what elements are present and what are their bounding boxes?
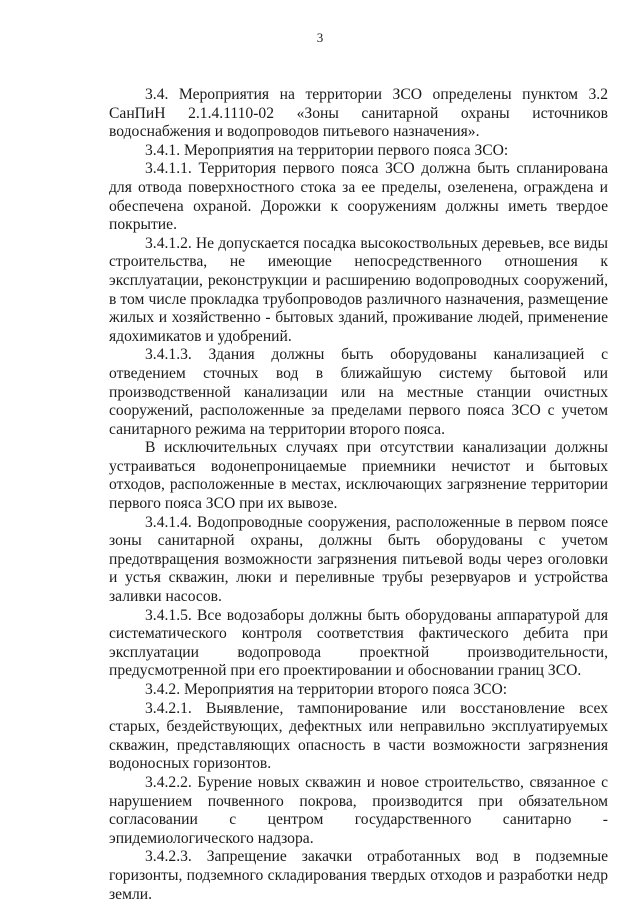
paragraph-3-4-1-1: 3.4.1.1. Территория первого пояса ЗСО должна быть спланирована для отвода поверхностного стока за ее пределы, озеленена, ограждена и обеспечена охраной. Дорожки к сооружениям должны иметь твердое покрытие. xyxy=(109,160,608,234)
paragraph-exceptional-cases: В исключительных случаях при отсутствии канализации должны устраиваться водонепроницаемые приемники нечистот и бытовых отходов, расположенные в местах, исключающих загрязнение территории первого пояса ЗСО при их вывозе. xyxy=(109,439,608,513)
paragraph-3-4-1-5: 3.4.1.5. Все водозаборы должны быть оборудованы аппаратурой для систематического контроля соответствия фактического дебита при эксплуатации водопровода проектной производительности, предусмотренной при его проектировании и обосновании границ ЗСО. xyxy=(109,606,608,680)
page-number: 3 xyxy=(316,30,324,45)
paragraph-3-4-1: 3.4.1. Мероприятия на территории первого пояса ЗСО: xyxy=(145,141,509,159)
paragraph-3-4-2: 3.4.2. Мероприятия на территории второго пояса ЗСО: xyxy=(145,681,508,698)
document-body xyxy=(109,86,608,904)
paragraph-3-4: 3.4. Мероприятия на территории ЗСО определены пунктом 3.2 СанПиН 2.1.4.1110-02 «Зоны санитарной охраны источников водоснабжения и водопроводов питьевого назначения». xyxy=(109,86,608,141)
paragraph-3-4-2-3: 3.4.2.3. Запрещение закачки отработанных вод в подземные горизонты, подземного складирования твердых отходов и разработки недр земли. xyxy=(109,848,608,903)
paragraph-3-4-1-2: 3.4.1.2. Не допускается посадка высокоствольных деревьев, все виды строительства, не имеющие непосредственного отношения к эксплуатации, реконструкции и расширению водопроводных сооружений, в том числе прокладка трубопроводов различного назначения, размещение жилых и хозяйственно - бытовых зданий, проживание людей, применение ядохимикатов и удобрений. xyxy=(109,234,608,345)
paragraph-3-4-1-3: 3.4.1.3. Здания должны быть оборудованы канализацией с отведением сточных вод в ближайшую систему бытовой или производственной канализации или на местные станции очистных сооружений, расположенные за пределами первого пояса ЗСО с учетом санитарного режима на территории второго пояса. xyxy=(109,346,608,438)
paragraph-3-4-1-4: 3.4.1.4. Водопроводные сооружения, расположенные в первом поясе зоны санитарной охраны, должны быть оборудованы с учетом предотвращения возможности загрязнения питьевой воды через оголовки и устья скважин, люки и переливные трубы резервуаров и устройства заливки насосов. xyxy=(109,513,608,606)
paragraph-3-4-2-2: 3.4.2.2. Бурение новых скважин и новое строительство, связанное с нарушением почвенного покрова, производится при обязательном согласовании с центром государственного санитарно - эпидемиологического надзора. xyxy=(109,773,608,847)
paragraph-3-4-2-1: 3.4.2.1. Выявление, тампонирование или восстановление всех старых, бездействующих, дефектных или неправильно эксплуатируемых скважин, представляющих опасность в части возможности загрязнения водоносных горизонтов. xyxy=(109,699,608,773)
